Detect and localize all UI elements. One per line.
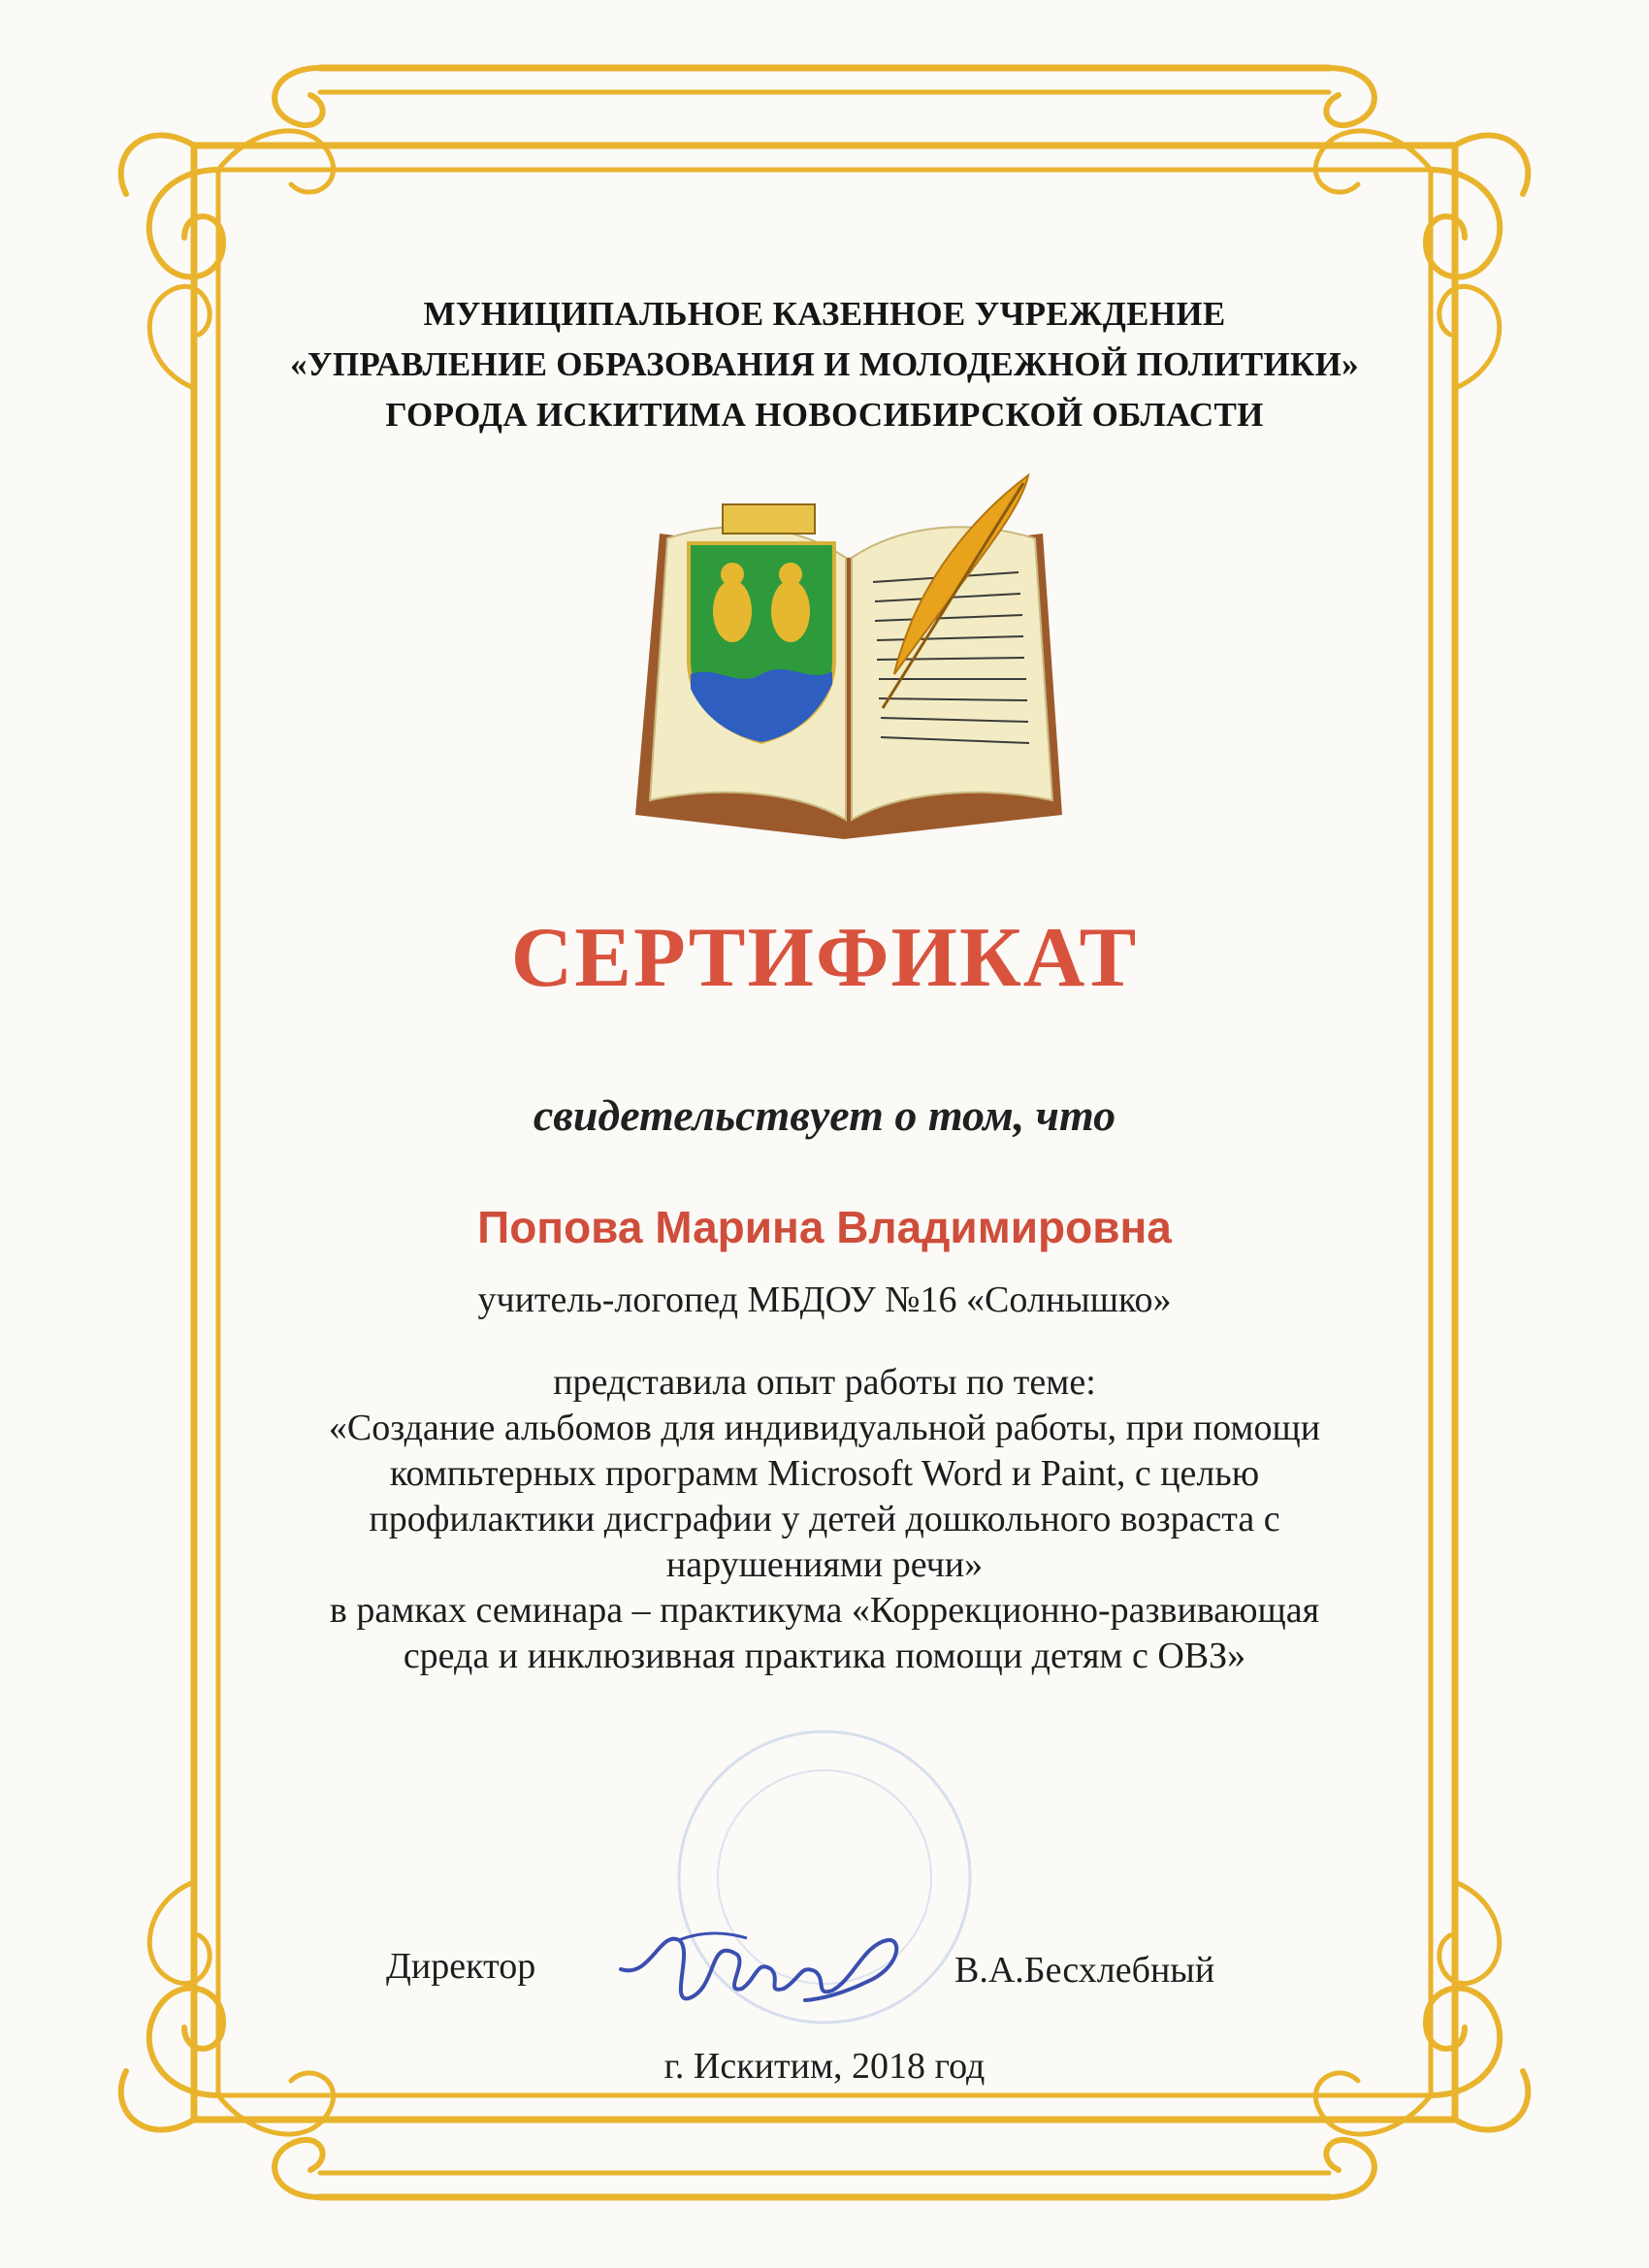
director-label: Директор: [386, 1946, 536, 1987]
body-line: нарушениями речи»: [665, 1544, 984, 1585]
body-line: представила опыт работы по теме:: [553, 1362, 1096, 1403]
signature-row: [0, 1921, 1649, 2037]
org-line-2: «УПРАВЛЕНИЕ ОБРАЗОВАНИЯ И МОЛОДЕЖНОЙ ПОЛИТИКИ»: [290, 345, 1359, 383]
certificate-subtitle: свидетельствует о том, что: [533, 1090, 1116, 1140]
org-line-1: МУНИЦИПАЛЬНОЕ КАЗЕННОЕ УЧРЕЖДЕНИЕ: [423, 295, 1226, 333]
certificate-body: [223, 1360, 1426, 1679]
book-emblem-icon: [621, 466, 1077, 854]
org-line-3: ГОРОДА ИСКИТИМА НОВОСИБИРСКОЙ ОБЛАСТИ: [385, 396, 1264, 434]
body-line: компьтерных программ Microsoft Word и Paint, с целью: [389, 1453, 1260, 1494]
body-line: профилактики дисграфии у детей дошкольного возраста с: [369, 1499, 1280, 1539]
city-year: г. Искитим, 2018 год: [663, 2046, 986, 2087]
certificate-title: СЕРТИФИКАТ: [510, 911, 1139, 1005]
signature-icon: [611, 1911, 922, 2027]
organization-header: [242, 289, 1406, 440]
recipient-position: учитель-логопед МБДОУ №16 «Солнышко»: [477, 1280, 1172, 1320]
director-name: В.А.Бесхлебный: [954, 1950, 1215, 1991]
body-line: в рамках семинара – практикума «Коррекционно-развивающая: [329, 1590, 1320, 1631]
body-line: «Создание альбомов для индивидуальной работы, при помощи: [328, 1408, 1321, 1448]
recipient-name: Попова Марина Владимировна: [477, 1202, 1172, 1252]
body-line: среда и инклюзивная практика помощи детям с ОВЗ»: [403, 1636, 1246, 1676]
